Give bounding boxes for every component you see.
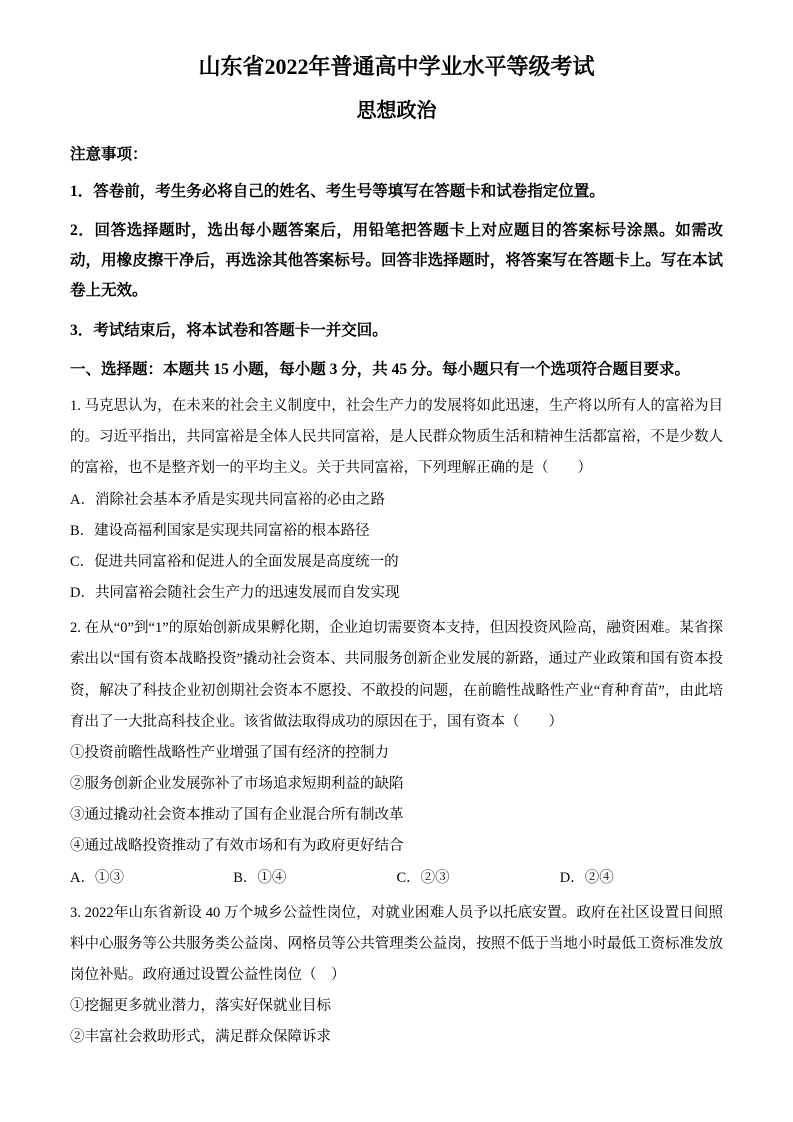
question-2-choice-c: C．②③ xyxy=(396,869,450,886)
question-1 xyxy=(70,391,723,609)
question-3-stem: 3. 2022年山东省新设 40 万个城乡公益性岗位，对就业困难人员予以托底安置。政府在社区设置日间照料中心服务等公共服务类公益岗、网格员等公共管理类公益岗，按照不低于当地小时最低工资标准发放岗位补贴。政府通过设置公益性岗位（ ） xyxy=(70,904,723,984)
question-2-statement-1: ①投资前瞻性战略性产业增强了国有经济的控制力 xyxy=(70,744,389,761)
question-1-stem: 1. 马克思认为，在未来的社会主义制度中，社会生产力的发展将如此迅速，生产将以所有人的富裕为目的。习近平指出，共同富裕是全体人民共同富裕，是人民群众物质生活和精神生活都富裕，不是少数人的富裕，也不是整齐划一的平均主义。关于共同富裕，下列理解正确的是（ ） xyxy=(70,398,723,477)
section-heading: 一、选择题：本题共 15 小题，每小题 3 分，共 45 分。每小题只有一个选项符合题目要求。 xyxy=(70,360,691,378)
question-3-statement-2: ②丰富社会救助形式，满足群众保障诉求 xyxy=(70,1029,331,1046)
question-2-statement-3: ③通过撬动社会资本推动了国有企业混合所有制改革 xyxy=(70,807,404,824)
question-3-statement-1: ①挖掘更多就业潜力，落实好保就业目标 xyxy=(70,998,331,1015)
question-2 xyxy=(70,613,723,894)
notice-item-2: 2．回答选择题时，选出每小题答案后，用铅笔把答题卡上对应题目的答案标号涂黑。如需改动，用橡皮擦干净后，再选涂其他答案标号。回答非选择题时，将答案写在答题卡上。写在本试卷上无效。 xyxy=(70,221,723,300)
notice-item-3: 3．考试结束后，将本试卷和答题卡一并交回。 xyxy=(70,321,388,339)
question-3 xyxy=(70,898,723,1054)
question-2-stem: 2. 在从“0”到“1”的原始创新成果孵化期，企业迫切需要资本支持，但因投资风险高，融资困难。某省探索出以“国有资本战略投资”撬动社会资本、共同服务创新企业发展的新路，通过产业政策和国有资本投资，解决了科技企业初创期社会资本不愿投、不敢投的问题，在前瞻性战略性产业“育种育苗”，由此培育出了一大批高科技企业。该省做法取得成功的原因在于，国有资本（ ） xyxy=(70,620,723,730)
question-2-answer-choices xyxy=(70,863,723,894)
question-1-option-a: A．消除社会基本矛盾是实现共同富裕的必由之路 xyxy=(70,491,385,508)
notice-item-1: 1．答卷前，考生务必将自己的姓名、考生号等填写在答题卡和试卷指定位置。 xyxy=(70,182,605,200)
question-2-choice-d: D．②④ xyxy=(559,869,614,886)
page-title: 山东省2022年普通高中学业水平等级考试 xyxy=(198,54,595,79)
notice-section xyxy=(70,141,723,346)
question-1-option-b: B．建设高福利国家是实现共同富裕的根本路径 xyxy=(70,522,370,539)
question-1-option-d: D．共同富裕会随社会生产力的迅速发展而自发实现 xyxy=(70,585,400,602)
question-2-statement-4: ④通过战略投资推动了有效市场和有为政府更好结合 xyxy=(70,838,404,855)
question-2-choice-a: A．①③ xyxy=(70,869,124,886)
question-1-option-c: C．促进共同富裕和促进人的全面发展是高度统一的 xyxy=(70,553,399,570)
notice-heading: 注意事项： xyxy=(70,145,148,163)
question-2-choice-b: B．①④ xyxy=(233,869,287,886)
question-2-statement-2: ②服务创新企业发展弥补了市场追求短期利益的缺陷 xyxy=(70,776,404,793)
page-subtitle: 思想政治 xyxy=(356,99,437,122)
